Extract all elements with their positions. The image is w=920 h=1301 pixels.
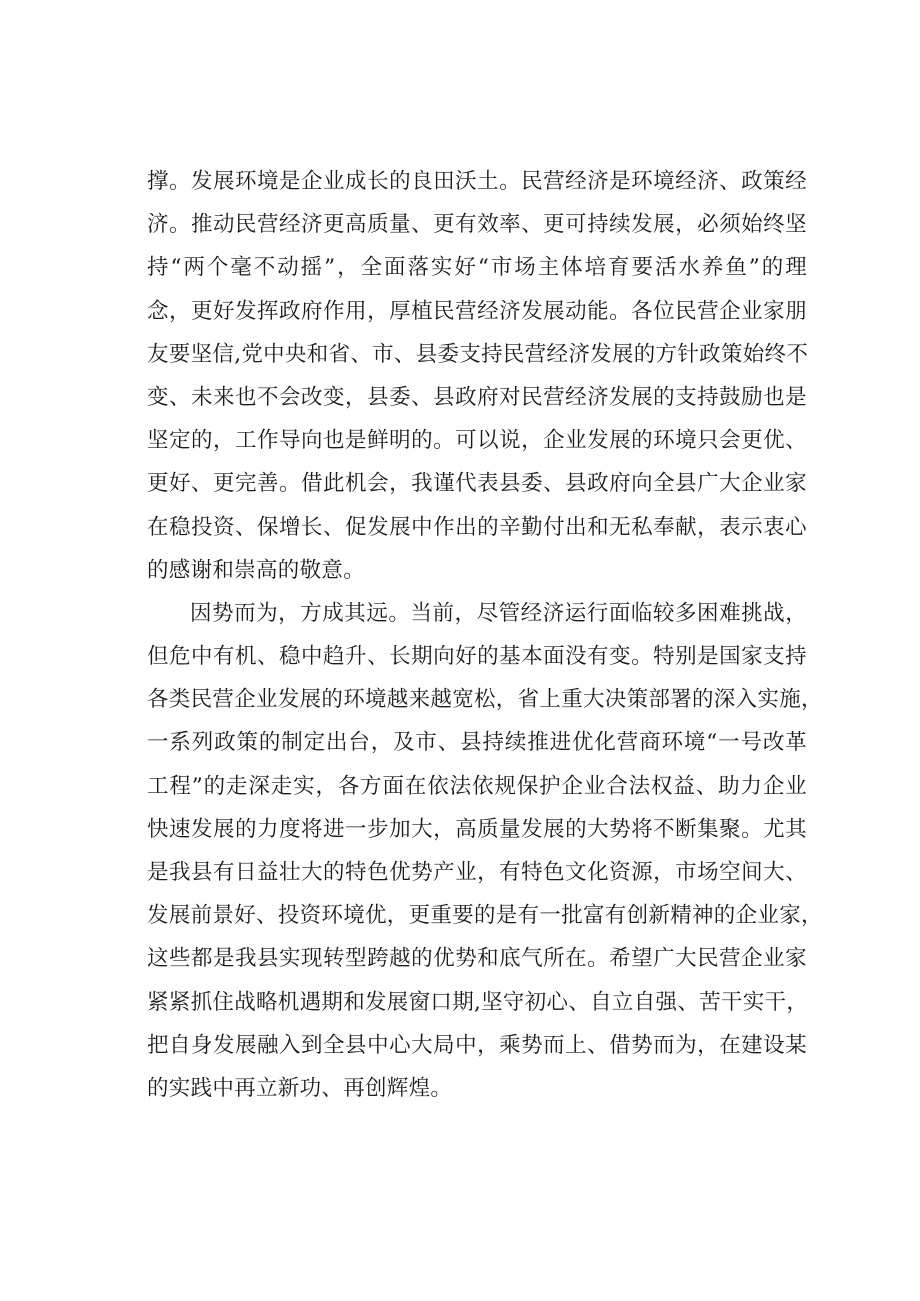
text-line: 紧紧抓住战略机遇期和发展窗口期,坚守初心、自立自强、苦干实干， — [147, 989, 809, 1015]
text-line: 变、未来也不会改变，县委、县政府对民营经济发展的支持鼓励也是 — [147, 384, 807, 410]
text-line: 的实践中再立新功、再创辉煌。 — [147, 1075, 453, 1101]
text-line: 把自身发展融入到全县中心大局中，乘势而上、借势而为，在建设某 — [147, 1032, 807, 1058]
paragraph-1 — [147, 160, 807, 592]
text-line: 发展前景好、投资环境优，更重要的是有一批富有创新精神的企业家， — [147, 903, 823, 929]
text-line: 念，更好发挥政府作用，厚植民营经济发展动能。各位民营企业家朋 — [147, 298, 807, 324]
text-line-indented: 因势而为，方成其远。当前，尽管经济运行面临较多困难挑战， — [190, 600, 807, 626]
body-text — [147, 160, 823, 1110]
text-line: 但危中有机、稳中趋升、长期向好的基本面没有变。特别是国家支持 — [147, 644, 807, 670]
paragraph-2 — [147, 592, 823, 1110]
text-line: 坚定的，工作导向也是鲜明的。可以说，企业发展的环境只会更优、 — [147, 428, 807, 454]
text-line: 撑。发展环境是企业成长的良田沃土。民营经济是环境经济、政策经 — [147, 169, 807, 194]
text-line: 各类民营企业发展的环境越来越宽松，省上重大决策部署的深入实施， — [147, 687, 823, 713]
text-line: 一系列政策的制定出台，及市、县持续推进优化营商环境“一号改革 — [147, 730, 807, 756]
text-line: 更好、更完善。借此机会，我谨代表县委、县政府向全县广大企业家 — [147, 471, 807, 497]
text-line: 在稳投资、保增长、促发展中作出的辛勤付出和无私奉献，表示衷心 — [147, 514, 807, 540]
text-line: 快速发展的力度将进一步加大，高质量发展的大势将不断集聚。尤其 — [147, 816, 807, 842]
text-line: 的感谢和崇高的敬意。 — [147, 557, 366, 583]
text-line: 是我县有日益壮大的特色优势产业，有特色文化资源，市场空间大、 — [147, 860, 807, 885]
text-line: 持“两个毫不动摇”，全面落实好“市场主体培育要活水养鱼”的理 — [147, 255, 807, 281]
text-line: 济。推动民营经济更高质量、更有效率、更可持续发展，必须始终坚 — [147, 212, 807, 238]
text-line: 工程”的走深走实，各方面在依法依规保护企业合法权益、助力企业 — [147, 773, 807, 799]
text-line: 这些都是我县实现转型跨越的优势和底气所在。希望广大民营企业家 — [147, 946, 807, 972]
text-line: 友要坚信,党中央和省、市、县委支持民营经济发展的方针政策始终不 — [147, 341, 809, 367]
